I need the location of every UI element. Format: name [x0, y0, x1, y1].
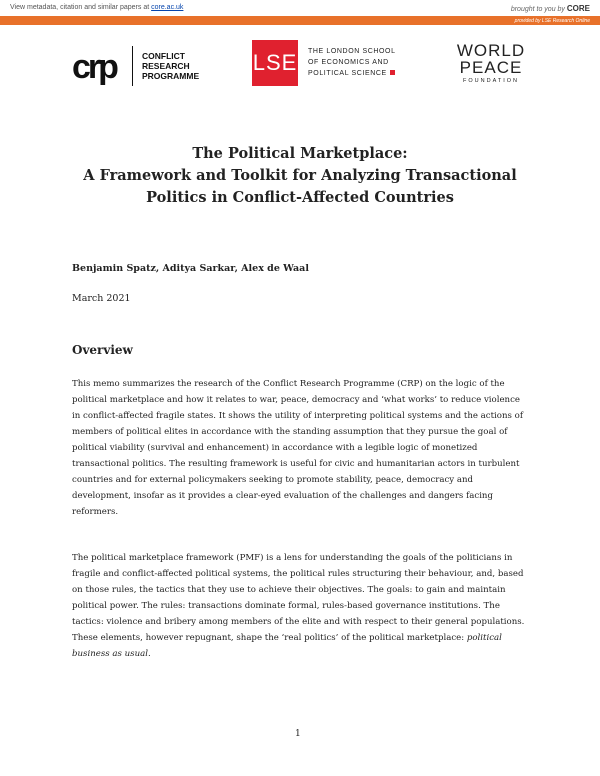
lse-name-line: OF ECONOMICS AND	[308, 59, 389, 66]
crp-name-line: PROGRAMME	[142, 71, 200, 81]
wpf-line: WORLD	[456, 41, 526, 60]
publication-date: March 2021	[72, 293, 131, 304]
crp-mark: crp	[72, 48, 116, 86]
lse-name-line: THE LONDON SCHOOL	[308, 48, 396, 55]
brought-to-you	[511, 4, 590, 13]
brought-to-you-text: brought to you by	[510, 6, 565, 13]
core-link[interactable]: core.ac.uk	[151, 4, 184, 11]
lse-mark: LSE	[252, 40, 298, 86]
red-square-icon	[390, 70, 395, 75]
crp-name-line: RESEARCH	[142, 61, 190, 71]
core-banner	[0, 0, 600, 16]
core-logo[interactable]: CORE	[566, 4, 590, 13]
page-number: 1	[295, 729, 301, 739]
paragraph-1: This memo summarizes the research of the Conflict Research Programme (CRP) on the logic of the political marketplace and how it relates to war, peace, democracy and ‘what works’ to reduce violence in conflict-affected fragile states. It shows the utility of interpreting political systems and the actions of members of political elites in accordance with the standing assumption that they pursue the goal of political viability (survival and enhancement) in accordance with a legible logic of monetized transactional politics. The resulting framework is useful for civic and humanitarian actors in turbulent countries and for external policymakers seeking to promote stability, peace, democracy and development, insofar as it provides a clear-eyed evaluation of the challenges and dangers facing reformers.	[72, 379, 524, 517]
wpf-logo	[446, 42, 536, 84]
title-line: A Framework and Toolkit for Analyzing Transactional	[83, 167, 517, 184]
crp-name-line: CONFLICT	[142, 51, 185, 61]
section-heading: Overview	[72, 343, 133, 357]
paragraph-2-end: .	[147, 649, 151, 659]
title-line: The Political Marketplace:	[192, 145, 408, 162]
lse-name	[308, 46, 428, 79]
wpf-line: PEACE	[459, 58, 523, 77]
lse-name-line-text: POLITICAL SCIENCE	[308, 70, 387, 77]
provided-by-text: provided by LSE Research Online	[514, 17, 590, 24]
paragraph-2-text: The political marketplace framework (PMF) is a lens for understanding the goals of the politicians in fragile and conflict-affected political systems, the political rules structuring their behaviour, and, based on those rules, the tactics that they use to achieve their objectives. The goals: to gain and maintain political power. The rules: transactions dominate formal, rules-based governance institutions. The tactics: violence and bribery among members of the elite and with respect to their general populations. These elements, however repugnant, shape the ‘real politics’ of the political marketplace:	[72, 553, 525, 643]
paragraph-2-italic: political business as usual	[72, 633, 502, 659]
crp-divider	[132, 46, 133, 86]
paragraph-2	[72, 550, 530, 662]
lse-name-line	[308, 68, 428, 79]
authors: Benjamin Spatz, Aditya Sarkar, Alex de Waal	[72, 263, 309, 274]
crp-name	[142, 51, 232, 81]
provider-bar	[0, 16, 600, 25]
metadata-notice	[10, 4, 183, 11]
wpf-line: FOUNDATION	[463, 78, 519, 84]
paper-title	[40, 143, 560, 209]
metadata-text: View metadata, citation and similar papers at	[10, 4, 150, 11]
title-line: Politics in Conflict-Affected Countries	[146, 189, 454, 206]
